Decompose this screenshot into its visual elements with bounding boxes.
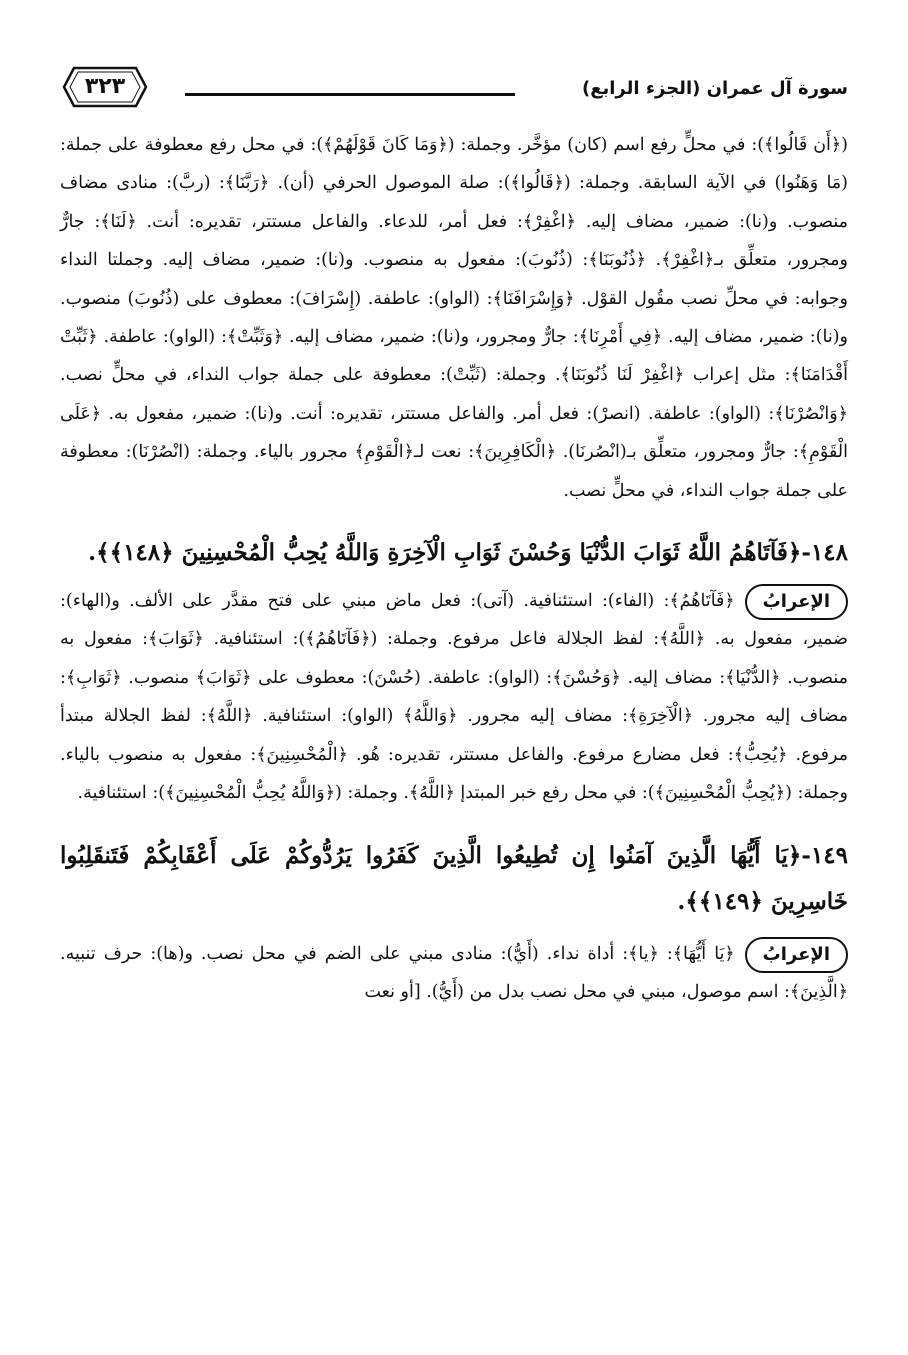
running-title: سورة آل عمران (الجزء الرابع) [581, 78, 848, 99]
irab-badge: الإعرابُ [745, 937, 848, 973]
irab-paragraph-149 [60, 935, 848, 1012]
verse-text: -﴿يَا أَيُّهَا الَّذِينَ آمَنُوا إِن تُطِيعُوا الَّذِينَ كَفَرُوا يَرُدُّوكُمْ عَلَى أَعْقَابِكُمْ فَتَنقَلِبُوا خَاسِرِينَ ﴿١٤٩﴾﴾. [60, 841, 848, 915]
irab-badge: الإعرابُ [745, 584, 848, 620]
page-header [60, 60, 848, 114]
irab-text: ﴿فَآتَاهُمُ﴾: (الفاء): استئنافية. (آتى): فعل ماض مبني على فتح مقدَّر على الألف. و(الهاء): ضمير، مفعول به. ﴿اللَّهُ﴾: لفظ الجلالة فاعل مرفوع. وجملة: (﴿فَآتَاهُمُ﴾): استئنافية. ﴿ثَوَابَ﴾: مفعول به منصوب. ﴿الدُّنْيَا﴾: مضاف إليه. ﴿وَحُسْنَ﴾: (الواو): عاطفة. (حُسْنَ): معطوف على ﴿ثَوَابَ﴾ منصوب. ﴿ثَوَابِ﴾: مضاف إليه مجرور. ﴿الْآخِرَةِ﴾: مضاف إليه مجرور. ﴿وَاللَّهُ﴾ (الواو): استئنافية. ﴿اللَّهُ﴾: لفظ الجلالة مبتدأ مرفوع. ﴿يُحِبُّ﴾: فعل مضارع مرفوع. والفاعل مستتر، تقديره: هُو. ﴿الْمُحْسِنِينَ﴾: مفعول به منصوب بالياء. وجملة: (﴿يُحِبُّ الْمُحْسِنِينَ﴾): في محل رفع خبر المبتدإ ﴿اللَّهُ﴾. وجملة: (﴿وَاللَّهُ يُحِبُّ الْمُحْسِنِينَ﴾): استئنافية. [60, 591, 848, 804]
irab-paragraph-147: (﴿أَن قَالُوا﴾): في محلٍّ رفع اسم (كان) مؤخَّر. وجملة: (﴿وَمَا كَانَ قَوْلَهُمْ﴾): في محل رفع معطوفة على جملة: (مَا وَهَنُوا) في الآية السابقة. وجملة: (﴿قَالُوا﴾): صلة الموصول الحرفي (أن). ﴿رَبَّنَا﴾: (ربَّ): منادى مضاف منصوب. و(نا): ضمير، مضاف إليه. ﴿اغْفِرْ﴾: فعل أمر، للدعاء. والفاعل مستتر، تقديره: أنت. ﴿لَنَا﴾: جارٌّ ومجرور، متعلِّق بـ﴿اغْفِرْ﴾. ﴿ذُنُوبَنَا﴾: (ذُنُوبَ): مفعول به منصوب. و(نا): ضمير، مضاف إليه. وجملتا النداء وجوابه: في محلِّ نصب مقُول القوْل. ﴿وَإِسْرَافَنَا﴾: (الواو): عاطفة. (إِسْرَافَ): معطوف على (ذُنُوبَ) منصوب. و(نا): ضمير، مضاف إليه. ﴿فِي أَمْرِنَا﴾: جارٌّ ومجرور، و(نا): ضمير، مضاف إليه. ﴿وَثَبِّتْ﴾: (الواو): عاطفة. ﴿ثَبِّتْ أَقْدَامَنَا﴾: مثل إعراب ﴿اغْفِرْ لَنَا ذُنُوبَنَا﴾. وجملة: (ثَبِّتْ): معطوفة على جملة جواب النداء، في محلٍّ نصب. ﴿وَانْصُرْنَا﴾: (الواو): عاطفة. (انصرْ): فعل أمر. والفاعل مستتر، تقديره: أنت. و(نا): ضمير، مفعول به. ﴿عَلَى الْقَوْمِ﴾: جارٌّ ومجرور، متعلِّق بـ(انْصُرنَا). ﴿الْكَافِرِينَ﴾: نعت لـ﴿الْقَوْمِ﴾ مجرور بالياء. وجملة: (انْصُرْنَا): معطوفة على جملة جواب النداء، في محلٍّ نصب. [60, 135, 848, 501]
verse-148 [60, 530, 848, 576]
page-content [60, 126, 848, 1011]
page-number-frame [60, 64, 150, 110]
header-rule [185, 93, 515, 96]
irab-text: ﴿يَا أَيُّهَا﴾: ﴿يا﴾: أداة نداء. (أَيُّ): منادى مبني على الضم في محل نصب. و(ها): حرف تنبيه. ﴿الَّذِينَ﴾: اسم موصول، مبني في محل نصب بدل من (أَيُّ). [أو نعت [60, 943, 848, 1002]
verse-149 [60, 833, 848, 925]
page-number: ٣٢٣ [84, 74, 126, 99]
verse-text: -﴿فَآتَاهُمُ اللَّهُ ثَوَابَ الدُّنْيَا وَحُسْنَ ثَوَابِ الْآخِرَةِ وَاللَّهُ يُحِبُّ الْمُحْسِنِينَ ﴿١٤٨﴾﴾. [88, 539, 811, 567]
irab-paragraph-148 [60, 582, 848, 812]
verse-number: ١٤٩ [810, 841, 848, 869]
verse-number: ١٤٨ [810, 539, 848, 567]
